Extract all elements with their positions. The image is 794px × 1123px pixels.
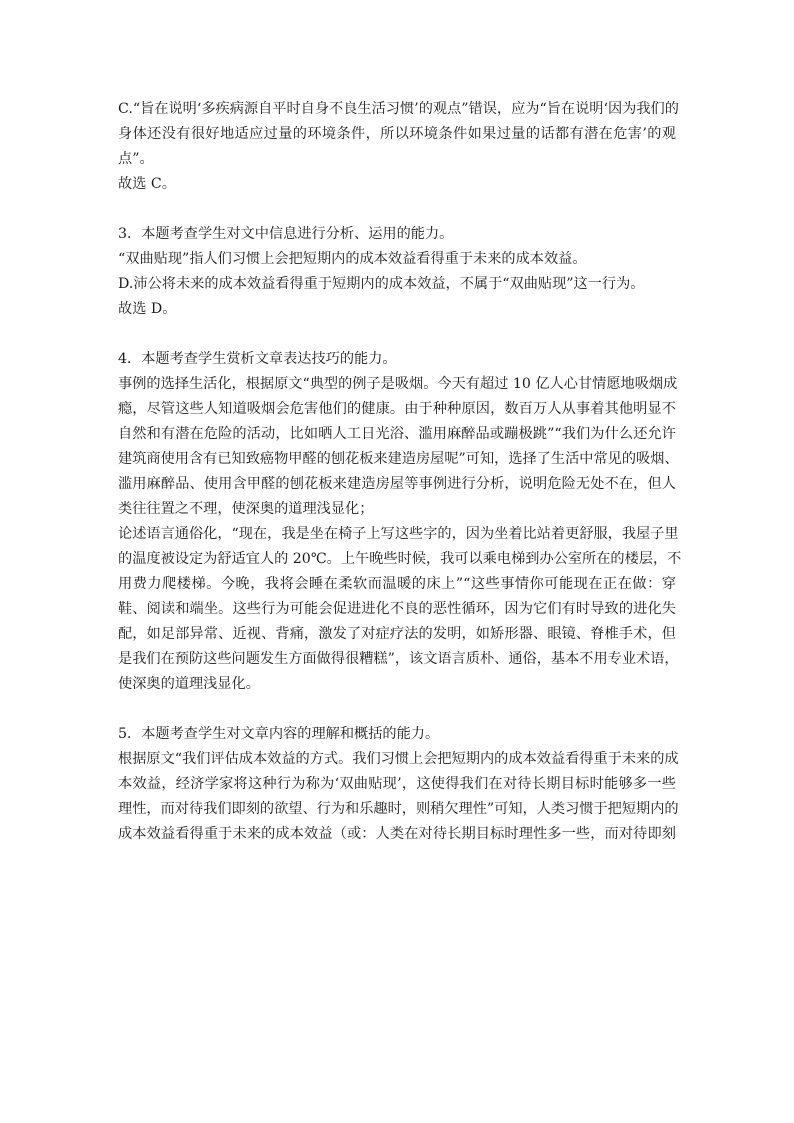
question-heading: 3．本题考查学生对文中信息进行分析、运用的能力。 [118,226,454,242]
answer-block-5 [118,722,679,847]
question-heading: 4．本题考查学生赏析文章表达技巧的能力。 [118,351,397,367]
paragraph-line: C.“旨在说明‘多疾病源自平时自身不良生活习惯’的观点”错误，应为“旨在说明‘因为我们的 [118,101,679,117]
paragraph-line: 自然和有潜在危险的活动，比如晒人工日光浴、滥用麻醉品或蹦极跳”“我们为什么还允许 [118,426,676,442]
paragraph-line: 滥用麻醉品、使用含甲醛的刨花板来建造房屋等事例进行分析，说明危险无处不在，但人 [118,476,676,492]
paragraph-line: 事例的选择生活化，根据原文“典型的例子是吸烟。今天有超过 10 亿人心甘情愿地吸烟成 [118,376,678,392]
document-page [118,97,682,847]
block-spacer [118,697,676,722]
paragraph-line: 本效益，经济学家将这种行为称为‘双曲贴现’，这使得我们在对待长期目标时能够多一些 [118,776,676,792]
paragraph-line: “双曲贴现”指人们习惯上会把短期内的成本效益看得重于未来的成本效益。 [118,251,587,267]
paragraph-line: 故选 C。 [118,176,176,192]
answer-block-3 [118,222,676,322]
block-spacer [118,197,676,222]
paragraph-line: 点”。 [118,151,154,167]
paragraph-line: 的温度被设定为舒适宜人的 20℃。上午晚些时候，我可以乘电梯到办公室所在的楼层，不 [118,551,682,567]
paragraph-line: 配，如足部异常、近视、背痛，激发了对症疗法的发明，如矫形器、眼镜、脊椎手术，但 [118,626,676,642]
paragraph-line: 瘾，尽管这些人知道吸烟会危害他们的健康。由于种种原因，数百万人从事着其他明显不 [118,401,676,417]
answer-block-4 [118,347,682,697]
paragraph-line: 建筑商使用含有已知致癌物甲醛的刨花板来建造房屋呢”可知，选择了生活中常见的吸烟、 [118,451,679,467]
paragraph-line: 鞋、阅读和端坐。这些行为可能会促进进化不良的恶性循环，因为它们有时导致的进化失 [118,601,676,617]
paragraph-line: D.沛公将未来的成本效益看得重于短期内的成本效益，不属于“双曲贴现”这一行为。 [118,276,645,292]
paragraph-line: 用费力爬楼梯。今晚，我将会睡在柔软而温暖的床上”“这些事情你可能现在正在做：穿 [118,576,676,592]
paragraph-line: 论述语言通俗化，“现在，我是坐在椅子上写这些字的，因为坐着比站着更舒服，我屋子里 [118,526,679,542]
paragraph-line: 类往往置之不理，使深奥的道理浅显化； [118,501,374,517]
block-spacer [118,322,676,347]
paragraph-line: 使深奥的道理浅显化。 [118,676,260,692]
paragraph-line: 根据原文“我们评估成本效益的方式。我们习惯上会把短期内的成本效益看得重于未来的成 [118,751,679,767]
paragraph-line: 是我们在预防这些问题发生方面做得很糟糕”，该文语言质朴、通俗，基本不用专业术语， [118,651,679,667]
paragraph-line: 理性，而对待我们即刻的欲望、行为和乐趣时，则稍欠理性”可知，人类习惯于把短期内的 [118,801,679,817]
paragraph-line: 故选 D。 [118,301,177,317]
answer-block-2c [118,97,679,197]
paragraph-line: 身体还没有很好地适应过量的环境条件，所以环境条件如果过量的话都有潜在危害’的观 [118,126,676,142]
paragraph-line: 成本效益看得重于未来的成本效益（或：人类在对待长期目标时理性多一些，而对待即刻 [118,826,676,842]
question-heading: 5．本题考查学生对文章内容的理解和概括的能力。 [118,726,440,742]
